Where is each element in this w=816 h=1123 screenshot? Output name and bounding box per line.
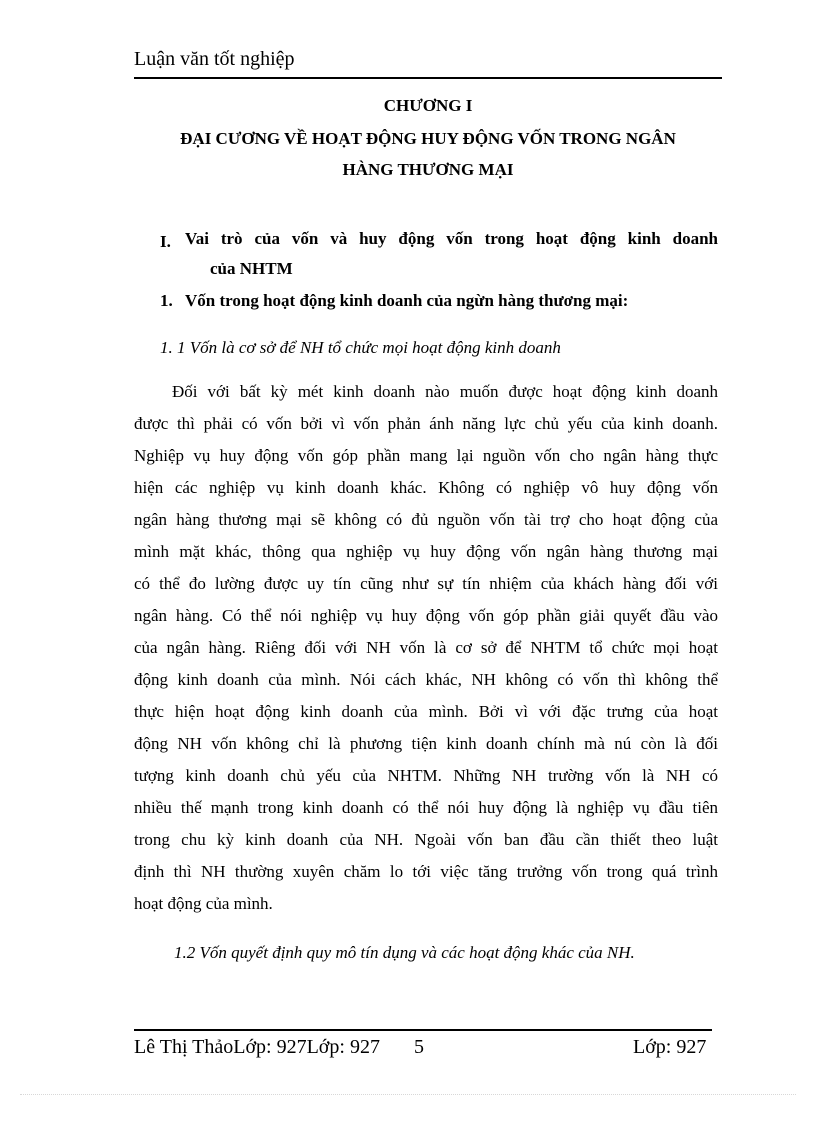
paragraph-line: ngân hàng thương mại sẽ không có đủ nguồn vốn tài trợ cho hoạt động của (134, 510, 718, 529)
paragraph-line: ngân hàng. Có thể nói nghiệp vụ huy động vốn góp phần giải quyết đầu vào (134, 606, 718, 625)
section-title-line-2: của NHTM (210, 259, 293, 278)
paragraph-line: động kinh doanh của mình. Nói cách khác, NH không có vốn thì không thể (134, 670, 718, 689)
paragraph-line: mình mặt khác, thông qua nghiệp vụ huy động vốn ngân hàng thương mại (134, 542, 718, 561)
subsection-number: 1. (160, 291, 173, 310)
paragraph-line: định thì NH thường xuyên chăm lo tới việc tăng trưởng vốn trong quá trình (134, 862, 718, 881)
paragraph-line: hoạt động của mình. (134, 894, 273, 913)
paragraph-line: có thể đo lường được uy tín cũng như sự tín nhiệm của khách hàng đối với (134, 574, 718, 593)
paragraph-line: được thì phải có vốn bởi vì vốn phản ánh năng lực chủ yếu của kinh doanh. (134, 414, 718, 433)
subheading-1-1: 1. 1 Vốn là cơ sở để NH tổ chức mọi hoạt động kinh doanh (160, 338, 561, 357)
paragraph-line: Nghiệp vụ huy động vốn góp phần mang lại nguồn vốn cho ngân hàng thực (134, 446, 718, 465)
paragraph-line: động NH vốn không chỉ là phương tiện kinh doanh chính mà nú còn là đối (134, 734, 718, 753)
chapter-title-line-2: HÀNG THƯƠNG MẠI (342, 160, 514, 179)
paragraph-line: Đối với bất kỳ mét kinh doanh nào muốn được hoạt động kinh doanh (172, 382, 718, 401)
header-divider (134, 77, 722, 79)
paragraph-line: tượng kinh doanh chủ yếu của NHTM. Những NH trường vốn là NH có (134, 766, 718, 785)
running-header-title: Luận văn tốt nghiệp (134, 48, 295, 70)
paragraph-line: của ngân hàng. Riêng đối với NH vốn là cơ sở để NHTM tổ chức mọi hoạt (134, 638, 718, 657)
chapter-title-line-1: ĐẠI CƯƠNG VỀ HOẠT ĐỘNG HUY ĐỘNG VỐN TRONG NGÂN (180, 129, 676, 148)
page-edge-dotted-line (20, 1094, 796, 1095)
chapter-label: CHƯƠNG I (383, 96, 473, 115)
paragraph-line: hiện các nghiệp vụ kinh doanh khác. Không có nghiệp vô huy động vốn (134, 478, 718, 497)
body-paragraph (134, 376, 718, 920)
paragraph-line: trong chu kỳ kinh doanh của NH. Ngoài vốn ban đầu cần thiết theo luật (134, 830, 718, 849)
paragraph-line: thực hiện hoạt động kinh doanh của mình. Bởi vì với đặc trưng của hoạt (134, 702, 718, 721)
section-number: I. (160, 232, 171, 251)
subheading-1-2: 1.2 Vốn quyết định quy mô tín dụng và các hoạt động khác của NH. (174, 943, 635, 962)
section-title-line-1: Vai trò của vốn và huy động vốn trong hoạt động kinh doanh (185, 229, 718, 248)
page-number: 5 (414, 1036, 424, 1058)
footer-divider (134, 1029, 712, 1031)
footer-author: Lê Thị ThảoLớp: 927Lớp: 927 (134, 1036, 380, 1058)
paragraph-line: nhiều thế mạnh trong kinh doanh có thể nói huy động là nghiệp vụ đầu tiên (134, 798, 718, 817)
footer-class: Lớp: 927 (633, 1036, 707, 1058)
subsection-title: Vốn trong hoạt động kinh doanh của ngừn hàng thương mại: (185, 291, 629, 310)
